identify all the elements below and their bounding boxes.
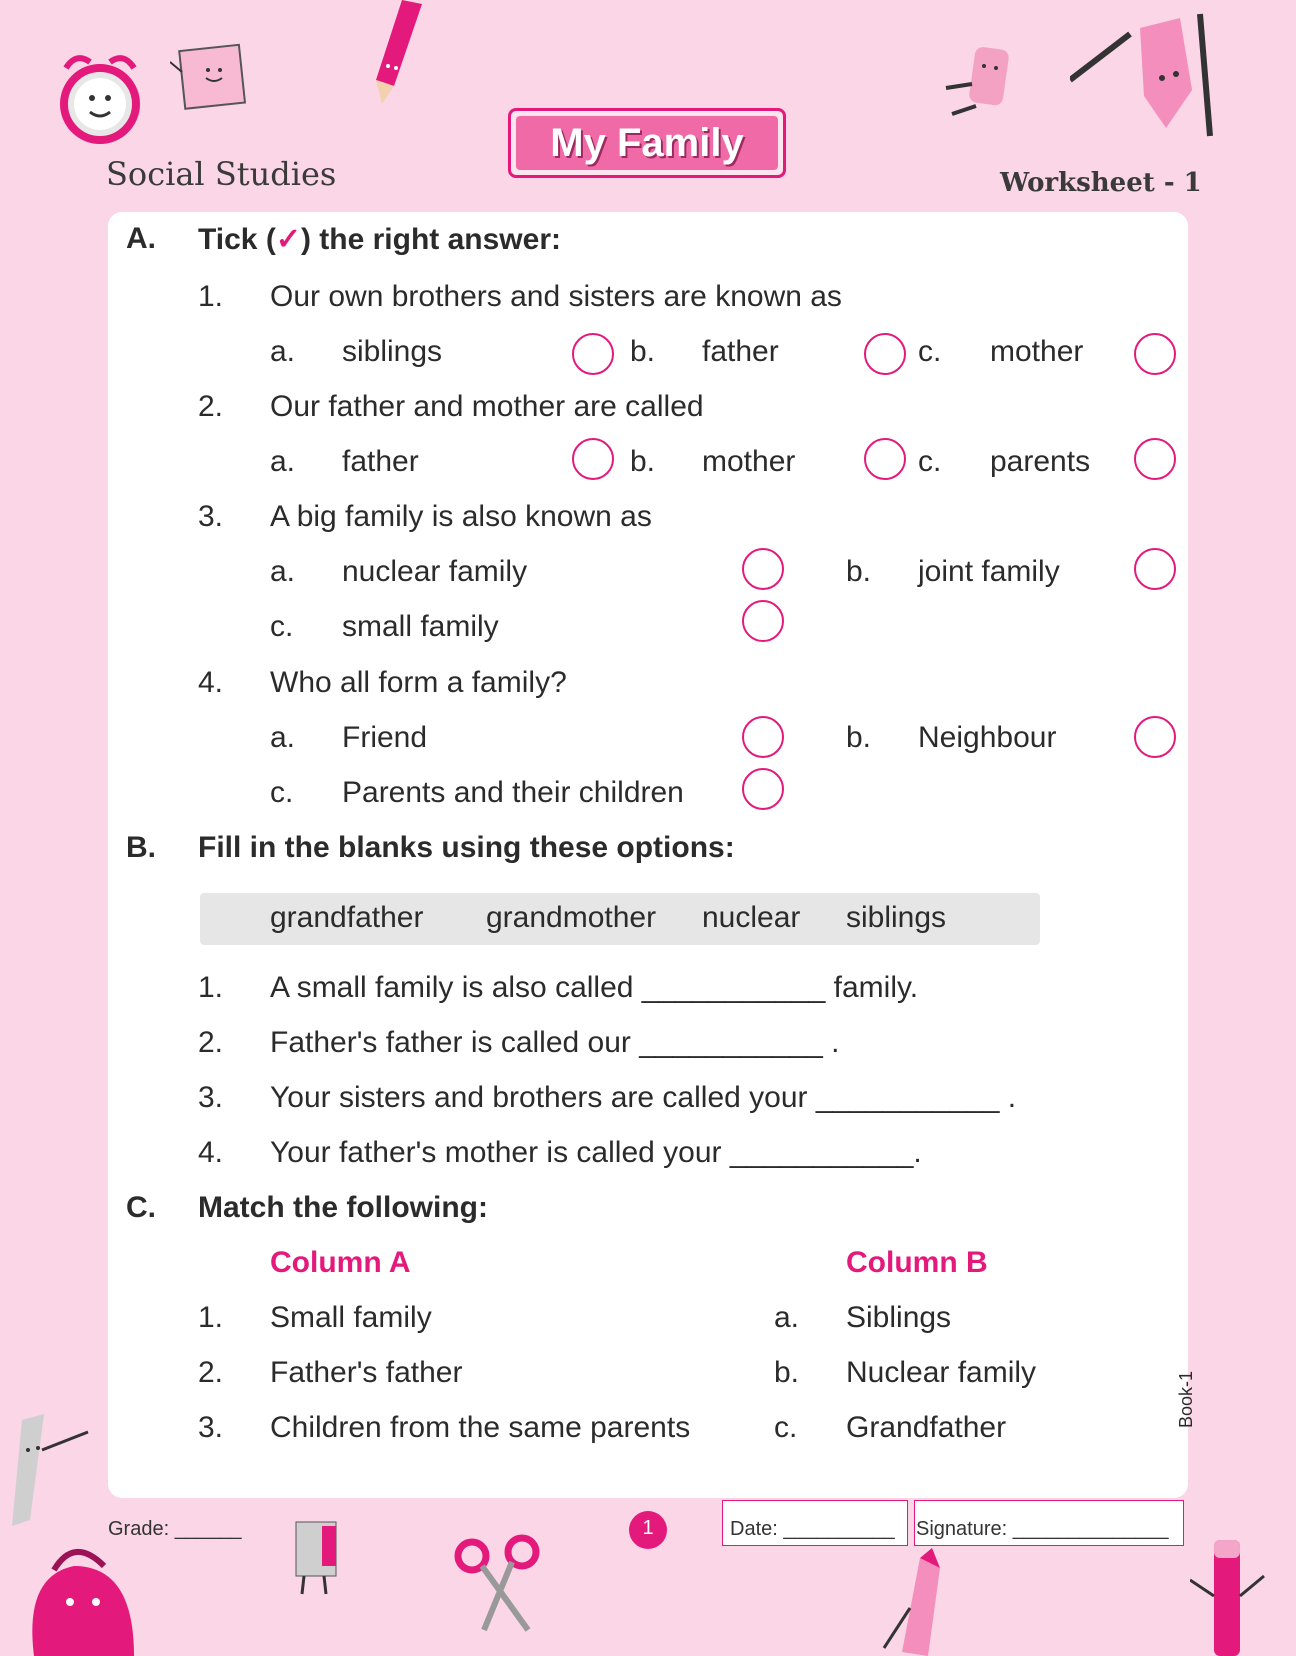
answer-circle[interactable] — [742, 716, 784, 758]
fill-blank-question[interactable]: Your sisters and brothers are called your ___________ . — [270, 1081, 1017, 1114]
grade-field[interactable]: Grade: ______ — [108, 1518, 242, 1540]
question-number: 4. — [198, 1136, 224, 1169]
option-text: joint family — [918, 555, 1060, 588]
question-text: A big family is also known as — [270, 500, 652, 533]
option-letter: a. — [270, 721, 296, 754]
answer-circle[interactable] — [864, 438, 906, 480]
match-letter: a. — [774, 1301, 800, 1334]
option-letter: a. — [270, 335, 296, 368]
option-text: mother — [990, 335, 1084, 368]
question-number: 3. — [198, 1081, 224, 1114]
answer-circle[interactable] — [572, 438, 614, 480]
column-b-item: Grandfather — [846, 1411, 1007, 1444]
word-option: nuclear — [702, 901, 801, 934]
match-number: 3. — [198, 1411, 224, 1444]
column-b-heading: Column B — [846, 1246, 988, 1279]
option-text: Friend — [342, 721, 428, 754]
crayon-icon — [880, 1548, 970, 1656]
answer-circle[interactable] — [864, 333, 906, 375]
column-b-item: Siblings — [846, 1301, 952, 1334]
question-text: Who all form a family? — [270, 666, 567, 699]
option-letter: c. — [918, 335, 942, 368]
eraser-icon — [942, 44, 1032, 124]
scissors-icon — [454, 1534, 544, 1634]
match-letter: c. — [774, 1411, 798, 1444]
question-number: 1. — [198, 280, 224, 313]
option-letter: a. — [270, 555, 296, 588]
match-number: 1. — [198, 1301, 224, 1334]
option-text: parents — [990, 445, 1091, 478]
answer-circle[interactable] — [742, 548, 784, 590]
instruction-pre: Tick ( — [198, 223, 276, 256]
question-number: 4. — [198, 666, 224, 699]
option-text: father — [702, 335, 779, 368]
option-letter: c. — [270, 610, 294, 643]
column-a-item: Father's father — [270, 1356, 463, 1389]
option-letter: b. — [630, 445, 656, 478]
question-number: 1. — [198, 971, 224, 1004]
answer-circle[interactable] — [742, 600, 784, 642]
alarm-clock-icon — [52, 42, 152, 152]
fill-blank-question[interactable]: Father's father is called our ___________ . — [270, 1026, 840, 1059]
option-text: Parents and their children — [342, 776, 684, 809]
option-text: siblings — [342, 335, 443, 368]
option-text: small family — [342, 610, 499, 643]
date-field[interactable]: Date: __________ — [730, 1518, 895, 1540]
option-text: nuclear family — [342, 555, 528, 588]
section-a-instruction — [198, 222, 561, 257]
match-letter: b. — [774, 1356, 800, 1389]
section-b-instruction: Fill in the blanks using these options: — [198, 831, 735, 864]
answer-circle[interactable] — [1134, 333, 1176, 375]
column-b-item: Nuclear family — [846, 1356, 1037, 1389]
section-c-letter: C. — [126, 1191, 156, 1224]
word-option: grandfather — [270, 901, 424, 934]
word-option: siblings — [846, 901, 947, 934]
option-letter: b. — [846, 555, 872, 588]
option-letter: a. — [270, 445, 296, 478]
match-number: 2. — [198, 1356, 224, 1389]
notepad-icon — [170, 40, 260, 120]
column-a-item: Children from the same parents — [270, 1411, 691, 1444]
pencil-icon — [362, 0, 432, 110]
book-label: Book-1 — [1176, 1370, 1196, 1428]
option-text: mother — [702, 445, 796, 478]
answer-circle[interactable] — [1134, 548, 1176, 590]
option-letter: b. — [630, 335, 656, 368]
option-text: Neighbour — [918, 721, 1057, 754]
subject-title: Social Studies — [106, 155, 337, 193]
word-option: grandmother — [486, 901, 657, 934]
sharpener-icon — [282, 1516, 352, 1596]
ruler-icon — [8, 1410, 98, 1530]
question-text: Our father and mother are called — [270, 390, 704, 423]
question-number: 2. — [198, 390, 224, 423]
worksheet-number: Worksheet - 1 — [1000, 168, 1202, 198]
column-a-item: Small family — [270, 1301, 432, 1334]
worksheet-title: My Family — [550, 120, 744, 165]
question-text: Our own brothers and sisters are known as — [270, 280, 842, 313]
bag-icon — [14, 1526, 154, 1656]
pen-icon — [1190, 1540, 1270, 1656]
tick-icon: ✓ — [275, 223, 301, 256]
section-b-letter: B. — [126, 831, 156, 864]
column-a-heading: Column A — [270, 1246, 411, 1279]
option-letter: b. — [846, 721, 872, 754]
question-number: 3. — [198, 500, 224, 533]
section-a-letter: A. — [126, 222, 156, 255]
instruction-post: ) the right answer: — [300, 223, 561, 256]
page-number: 1 — [642, 1517, 654, 1539]
option-letter: c. — [270, 776, 294, 809]
answer-circle[interactable] — [1134, 438, 1176, 480]
fill-blank-question[interactable]: A small family is also called ___________ family. — [270, 971, 919, 1004]
answer-circle[interactable] — [1134, 716, 1176, 758]
signature-field[interactable]: Signature: ______________ — [916, 1518, 1169, 1540]
answer-circle[interactable] — [572, 333, 614, 375]
option-text: father — [342, 445, 419, 478]
compass-pencil-icon — [1070, 8, 1220, 138]
section-c-instruction: Match the following: — [198, 1191, 488, 1224]
fill-blank-question[interactable]: Your father's mother is called your ___________. — [270, 1136, 922, 1169]
worksheet-title-banner — [508, 108, 786, 178]
option-letter: c. — [918, 445, 942, 478]
question-number: 2. — [198, 1026, 224, 1059]
answer-circle[interactable] — [742, 768, 784, 810]
